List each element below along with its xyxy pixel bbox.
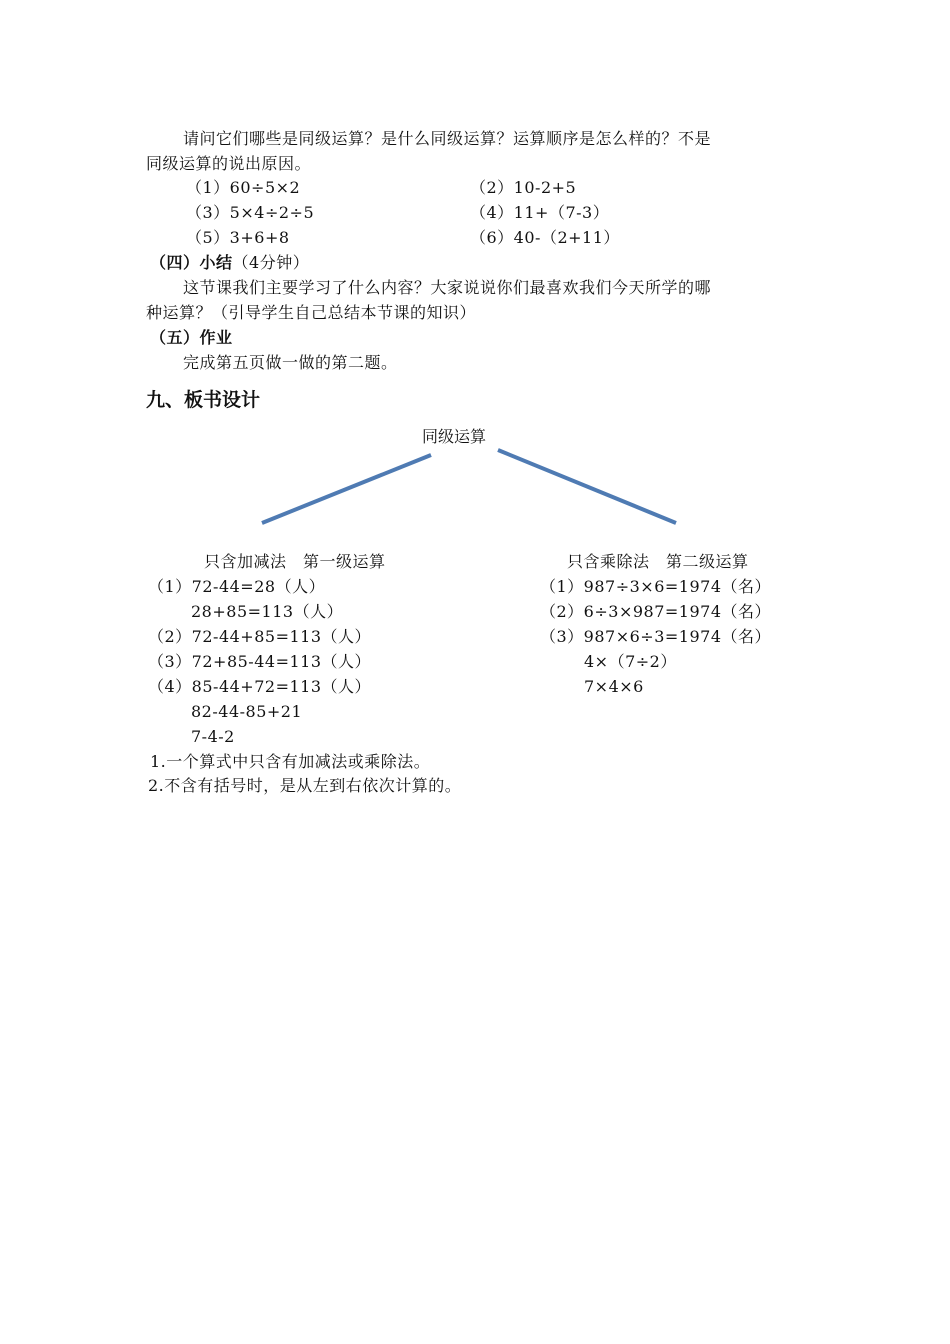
board-right-title: 只含乘除法 第二级运算 <box>567 552 749 571</box>
intro-line-2: 同级运算的说出原因。 <box>146 154 312 173</box>
board-left-item-6: 82-44-85+21 <box>191 702 303 721</box>
board-right-item-1: （1）987÷3×6=1974（名） <box>540 577 772 596</box>
board-left-item-7: 7-4-2 <box>191 727 235 746</box>
board-rule-2: 2.不含有括号时，是从左到右依次计算的。 <box>148 776 462 795</box>
exercise-5: （5）3+6+8 <box>186 228 290 247</box>
exercise-3: （3）5×4÷2÷5 <box>186 203 315 222</box>
board-left-item-5: （4）85-44+72=113（人） <box>148 677 372 696</box>
board-branch-left <box>262 455 431 523</box>
summary-heading <box>150 251 309 275</box>
board-right-item-5: 7×4×6 <box>584 677 644 696</box>
board-left-item-1: （1）72-44=28（人） <box>148 577 326 596</box>
intro-line-1: 请问它们哪些是同级运算？是什么同级运算？运算顺序是怎么样的？不是 <box>183 129 712 148</box>
board-heading: 九、板书设计 <box>146 389 261 411</box>
board-right-item-2: （2）6÷3×987=1974（名） <box>540 602 772 621</box>
exercise-1: （1）60÷5×2 <box>186 178 301 197</box>
board-left-item-2: 28+85=113（人） <box>191 602 344 621</box>
homework-text: 完成第五页做一做的第二题。 <box>183 353 398 372</box>
board-left-title: 只含加减法 第一级运算 <box>204 552 386 571</box>
exercise-4: （4）11+（7-3） <box>470 203 610 222</box>
board-rule-1: 1.一个算式中只含有加减法或乘除法。 <box>150 752 431 771</box>
summary-line-1: 这节课我们主要学习了什么内容？大家说说你们最喜欢我们今天所学的哪 <box>183 278 712 297</box>
board-left-item-3: （2）72-44+85=113（人） <box>148 627 372 646</box>
summary-line-2: 种运算？（引导学生自己总结本节课的知识） <box>146 303 477 322</box>
board-root-label: 同级运算 <box>422 427 487 446</box>
exercise-6: （6）40-（2+11） <box>470 228 620 247</box>
homework-title: （五）作业 <box>150 328 233 347</box>
board-right-item-3: （3）987×6÷3=1974（名） <box>540 627 772 646</box>
board-branch-right <box>498 450 676 523</box>
exercise-2: （2）10-2+5 <box>470 178 577 197</box>
summary-time: （4分钟） <box>232 253 310 272</box>
board-left-item-4: （3）72+85-44=113（人） <box>148 652 372 671</box>
board-right-item-4: 4×（7÷2） <box>584 652 677 671</box>
summary-title: （四）小结 <box>150 253 233 272</box>
